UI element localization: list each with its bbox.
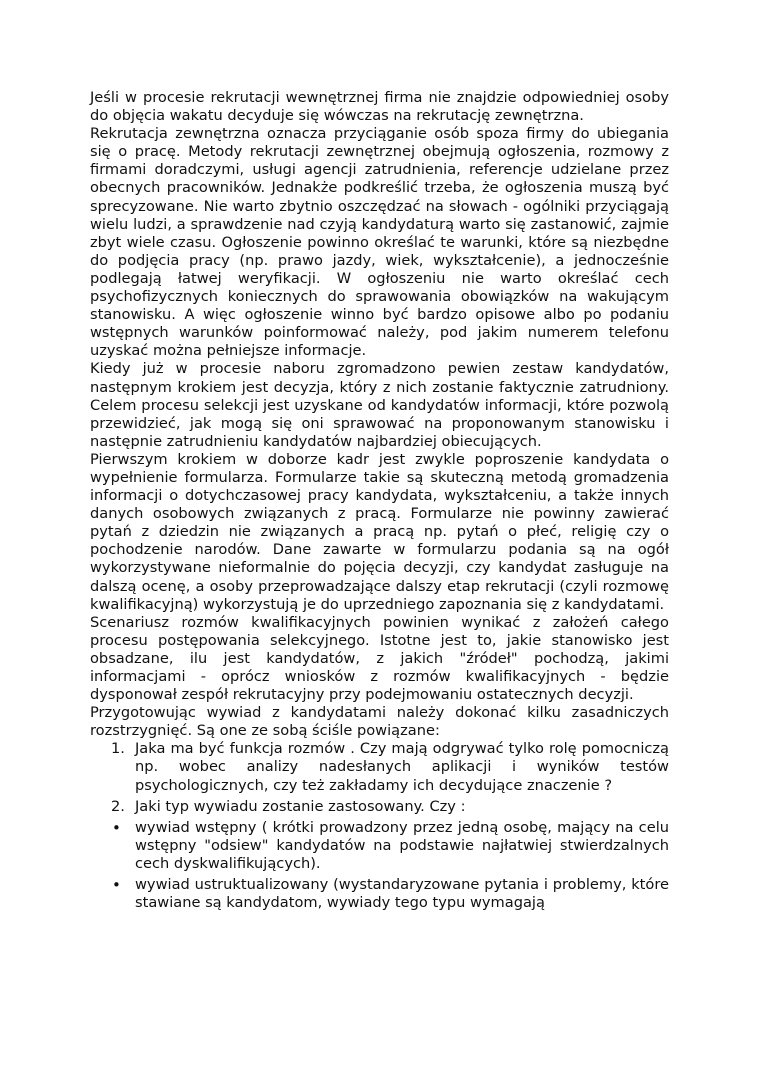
paragraph-selection: Kiedy już w procesie naboru zgromadzono pewien zestaw kandydatów, następnym krokiem jest decyzja, który z nich zostanie faktycznie zatrudniony. Celem procesu selekcji jest uzyskane od kandydatów informacji, które pozwolą przewidzieć, jak mogą się oni sprawować na proponowanym stanowisku i następnie zatrudnieniu kandydatów najbardziej obiecujących.	[90, 360, 669, 450]
bullet-icon: •	[112, 876, 121, 895]
list-number: 1.	[111, 740, 125, 758]
bullet-list	[90, 819, 669, 912]
list-item-text: Jaki typ wywiadu zostanie zastosowany. Czy :	[135, 797, 466, 815]
list-item	[90, 819, 669, 873]
bullet-icon: •	[112, 818, 121, 837]
paragraph-external-recruitment: Rekrutacja zewnętrzna oznacza przyciąganie osób spoza firmy do ubiegania się o pracę. Metody rekrutacji zewnętrznej obejmują ogłoszenia, rozmowy z firmami doradczymi, usługi agencji zatrudnienia, referencje udzielane przez obecnych pracowników. Jednakże podkreślić trzeba, że ogłoszenia muszą być sprecyzowane. Nie warto zbytnio oszczędzać na słowach - ogólniki przyciągają wielu ludzi, a sprawdzenie nad czyją kandydaturą warto się zastanowić, zajmie zbyt wiele czasu. Ogłoszenie powinno określać te warunki, które są niezbędne do podjęcia pracy (np. prawo jazdy, wiek, wykształcenie), a jednocześnie podlegają łatwej weryfikacji. W ogłoszeniu nie warto określać cech psychofizycznych koniecznych do sprawowania obowiązków na wakującym stanowisku. A więc ogłoszenie winno być bardzo opisowe albo po podaniu wstępnych warunków poinformować należy, pod jakim numerem telefonu uzyskać można pełniejsze informacje.	[90, 125, 669, 360]
paragraph-interview-preparation: Przygotowując wywiad z kandydatami należy dokonać kilku zasadniczych rozstrzygnięć. Są one ze sobą ściśle powiązane:	[90, 704, 669, 740]
document-page	[90, 89, 669, 915]
paragraph-application-forms: Pierwszym krokiem w doborze kadr jest zwykle poproszenie kandydata o wypełnienie formularza. Formularze takie są skuteczną metodą gromadzenia informacji o dotychczasowej pracy kandydata, wykształceniu, a także innych danych osobowych związanych z pracą. Formularze nie powinny zawierać pytań z dziedzin nie związanych a pracą np. pytań o płeć, religię czy o pochodzenie narodów. Dane zawarte w formularzu podania są na ogół wykorzystywane nieformalnie do pojęcia decyzji, czy kandydat zasługuje na dalszą ocenę, a osoby przeprowadzające dalszy etap rekrutacji (czyli rozmowę kwalifikacyjną) wykorzystują je do uprzedniego zapoznania się z kandydatami.	[90, 450, 669, 613]
paragraph-internal-recruitment: Jeśli w procesie rekrutacji wewnętrznej firma nie znajdzie odpowiedniej osoby do objęcia wakatu decyduje się wówczas na rekrutację zewnętrzna.	[90, 89, 669, 125]
list-item-text: Jaka ma być funkcja rozmów . Czy mają odgrywać tylko rolę pomocniczą np. wobec analizy nadesłanych aplikacji i wyników testów psychologicznych, czy też zakładamy ich decydujące znaczenie ?	[135, 740, 669, 794]
list-item-text: wywiad ustruktualizowany (wystandaryzowane pytania i problemy, które stawiane są kandydatom, wywiady tego typu wymagają	[135, 876, 669, 912]
list-item	[90, 876, 669, 912]
paragraph-interview-scenario: Scenariusz rozmów kwalifikacyjnych powinien wynikać z założeń całego procesu postępowania selekcyjnego. Istotne jest to, jakie stanowisko jest obsadzane, ilu jest kandydatów, z jakich "źródeł" pochodzą, jakimi informacjami - oprócz wniosków z rozmów kwalifikacyjnych - będzie dysponował zespół rekrutacyjny przy podejmowaniu ostatecznych decyzji.	[90, 613, 669, 704]
list-item-text: wywiad wstępny ( krótki prowadzony przez jedną osobę, mający na celu wstępny "odsiew" kandydatów na podstawie najłatwiej stwierdzalnych cech dyskwalifikujących).	[135, 818, 669, 872]
numbered-list	[90, 740, 669, 815]
list-item	[90, 798, 669, 816]
list-number: 2.	[111, 797, 125, 815]
list-item	[90, 740, 669, 794]
